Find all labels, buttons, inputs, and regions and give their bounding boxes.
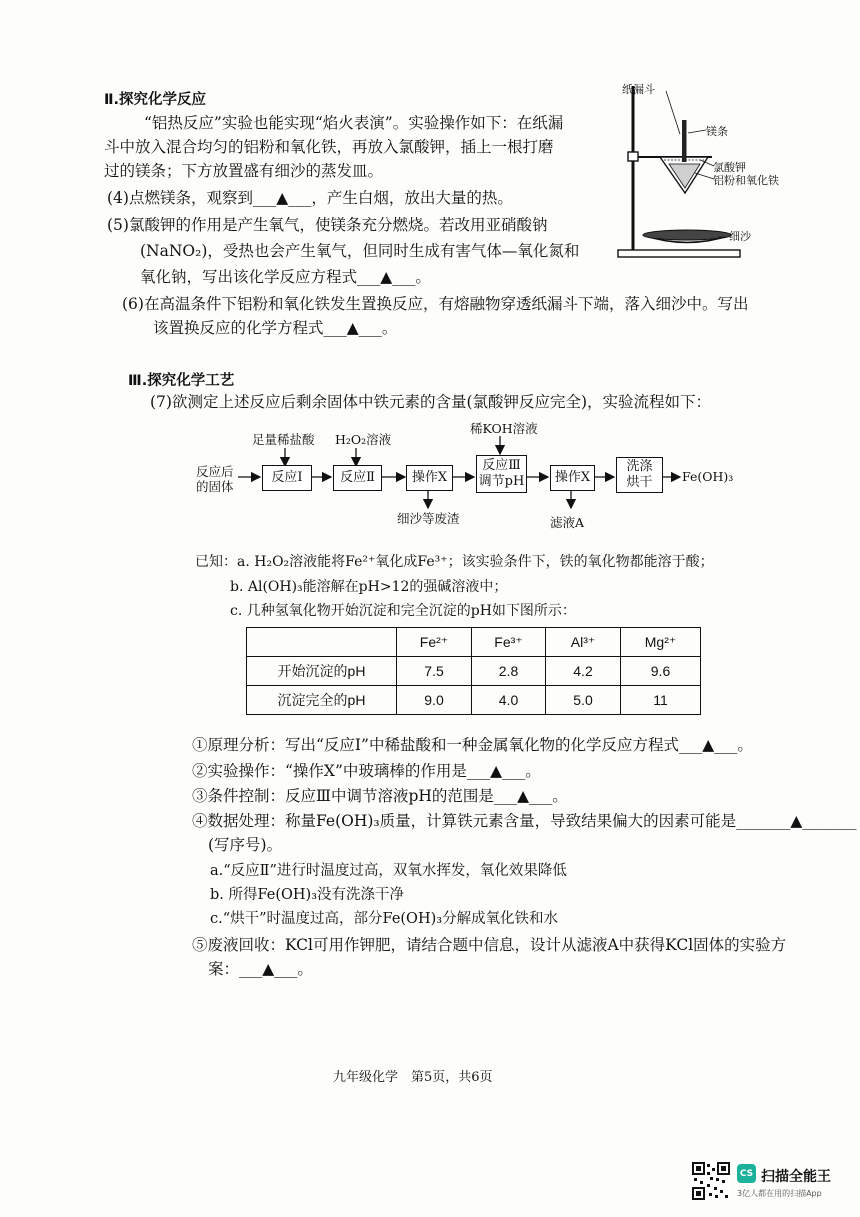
known-b: b. Al(OH)₃能溶解在pH>12的强碱溶液中； <box>230 579 508 595</box>
question-5-line-3: 氧化钠，写出该化学反应方程式___▲___。 <box>140 268 431 286</box>
question-5-line-1: (5)氯酸钾的作用是产生氧气，使镁条充分燃烧。若改用亚硝酸钠 <box>107 216 548 234</box>
sub-question-5: ⑤废液回收：KCl可用作钾肥，请结合题中信息，设计从滤液A中获得KCl固体的实验方 <box>192 936 787 954</box>
section-2-heading: Ⅱ.探究化学反应 <box>104 92 207 108</box>
question-5-line-2: (NaNO₂)，受热也会产生氧气，但同时生成有害气体—氧化氮和 <box>140 242 580 260</box>
table-cell: 4.0 <box>472 686 546 715</box>
intro-line-3: 过的镁条；下方放置盛有细沙的蒸发皿。 <box>104 162 384 180</box>
table-cell: 9.0 <box>397 686 472 715</box>
known-a: 已知：a. H₂O₂溶液能将Fe²⁺氧化成Fe³⁺；该实验条件下，铁的氧化物都能溶于酸； <box>195 554 714 570</box>
flow-start-line-1: 反应后 <box>196 464 234 479</box>
flow-box-reaction-2: 反应Ⅱ <box>333 465 382 491</box>
intro-line-1: “铝热反应”实验也能实现“焰火表演”。实验操作如下：在纸漏 <box>144 114 564 132</box>
option-c: c.“烘干”时温度过高，部分Fe(OH)₃分解成氧化铁和水 <box>210 911 559 927</box>
table-cell: 11 <box>621 686 701 715</box>
option-b: b. 所得Fe(OH)₃没有洗涤干净 <box>210 887 405 903</box>
precipitation-ph-table <box>246 627 701 715</box>
table-cell: 开始沉淀的pH <box>247 657 397 686</box>
option-a: a.“反应Ⅱ”进行时温度过高，双氧水挥发，氧化效果降低 <box>210 863 567 879</box>
sub-question-3: ③条件控制：反应Ⅲ中调节溶液pH的范围是___▲___。 <box>192 787 568 805</box>
label-potassium-chlorate: 氯酸钾 <box>713 161 746 174</box>
table-row <box>247 657 701 686</box>
sub-question-2: ②实验操作：“操作X”中玻璃棒的作用是___▲___。 <box>192 762 541 780</box>
label-fine-sand: 细沙 <box>729 230 751 243</box>
table-cell: 5.0 <box>546 686 621 715</box>
question-6-line-2: 该置换反应的化学方程式___▲___。 <box>153 319 398 337</box>
flow-output-sand-waste: 细沙等废渣 <box>397 511 460 526</box>
flow-start-solid <box>196 464 234 494</box>
sub-question-4: ④数据处理：称量Fe(OH)₃质量，计算铁元素含量，导致结果偏大的因素可能是_______▲_______ <box>192 812 857 830</box>
scanner-app-name: 扫描全能王 <box>761 1169 831 1185</box>
sub-question-1: ①原理分析：写出“反应Ⅰ”中稀盐酸和一种金属氧化物的化学反应方程式___▲___。 <box>192 736 753 754</box>
known-c: c. 几种氢氧化物开始沉淀和完全沉淀的pH如下图所示： <box>230 603 576 619</box>
flow-reagent-koh: 稀KOH溶液 <box>470 421 538 436</box>
flow-box-operation-x-2: 操作X <box>550 465 595 491</box>
flow-box-operation-x-1: 操作X <box>406 465 453 491</box>
table-row <box>247 686 701 715</box>
table-header-row <box>247 628 701 657</box>
table-cell: 2.8 <box>472 657 546 686</box>
label-magnesium-ribbon: 镁条 <box>706 125 728 138</box>
flow-reagent-h2o2: H₂O₂溶液 <box>335 432 392 447</box>
flow-box-reaction-1: 反应Ⅰ <box>262 465 312 491</box>
flow-output-filtrate-a: 滤液A <box>550 515 585 530</box>
question-4: (4)点燃镁条，观察到___▲___，产生白烟，放出大量的热。 <box>107 189 513 207</box>
flow-start-line-2: 的固体 <box>196 479 234 494</box>
question-7: (7)欲测定上述反应后剩余固体中铁元素的含量(氯酸钾反应完全)，实验流程如下： <box>150 393 712 411</box>
flow-reagent-hcl: 足量稀盐酸 <box>252 432 315 447</box>
sub-question-5-cont: 案：___▲___。 <box>208 960 313 978</box>
table-cell: 7.5 <box>397 657 472 686</box>
table-header-cell <box>247 628 397 657</box>
table-cell: 沉淀完全的pH <box>247 686 397 715</box>
table-cell: 9.6 <box>621 657 701 686</box>
table-header-cell: Al³⁺ <box>546 628 621 657</box>
qr-code-icon <box>692 1162 730 1200</box>
flow-box-wash-dry: 洗涤 烘干 <box>616 457 663 493</box>
sub-question-4-note: (写序号)。 <box>208 836 283 854</box>
question-6-line-1: (6)在高温条件下铝粉和氧化铁发生置换反应，有熔融物穿透纸漏斗下端，落入细沙中。写出 <box>122 295 749 313</box>
table-header-cell: Mg²⁺ <box>621 628 701 657</box>
intro-line-2: 斗中放入混合均匀的铝粉和氧化铁，再放入氯酸钾，插上一根打磨 <box>104 138 554 156</box>
section-3-heading: Ⅲ.探究化学工艺 <box>128 373 235 389</box>
scanner-app-slogan: 3亿人都在用的扫描App <box>737 1189 822 1198</box>
label-paper-funnel: 纸漏斗 <box>622 83 655 96</box>
table-header-cell: Fe²⁺ <box>397 628 472 657</box>
table-cell: 4.2 <box>546 657 621 686</box>
flow-box-reaction-3: 反应Ⅲ 调节pH <box>476 455 527 493</box>
page-footer: 九年级化学 第5页，共6页 <box>333 1070 493 1085</box>
flow-end-product: Fe(OH)₃ <box>682 469 734 484</box>
table-header-cell: Fe³⁺ <box>472 628 546 657</box>
label-al-fe2o3-mix: 铝粉和氧化铁 <box>713 174 779 187</box>
camscanner-logo-icon: CS <box>737 1164 756 1183</box>
